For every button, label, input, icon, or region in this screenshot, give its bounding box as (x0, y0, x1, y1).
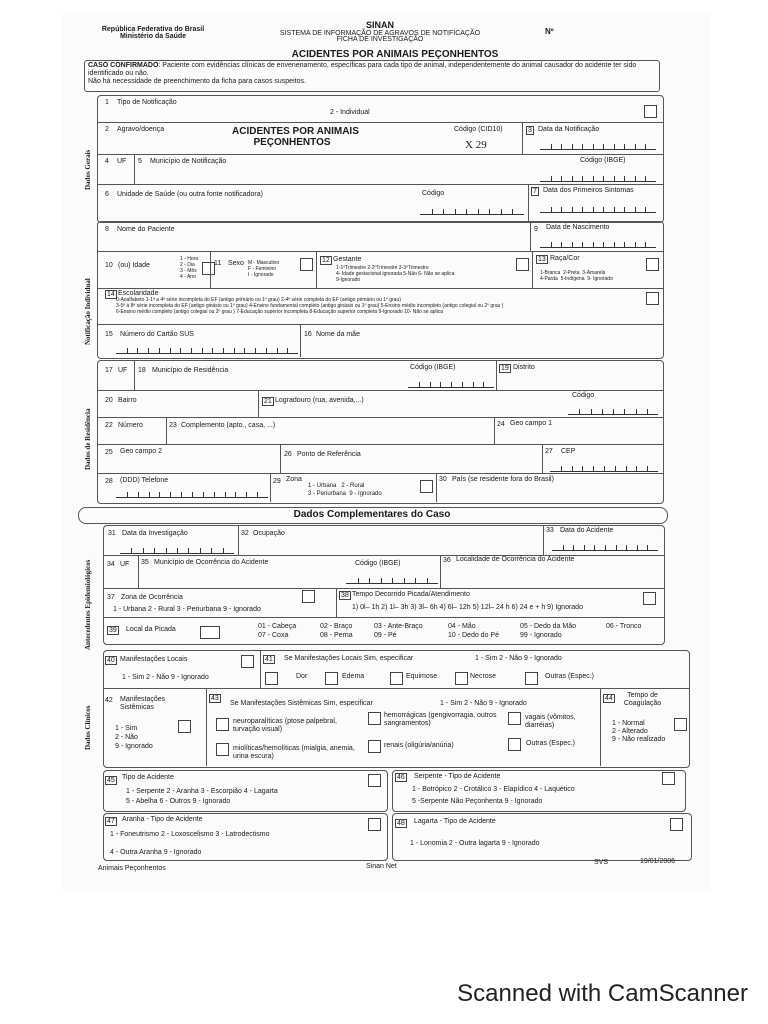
case-note: Não há necessidade de preenchimento da ficha para casos suspeitos. (88, 78, 306, 85)
digit-separator (235, 492, 236, 497)
local-picada-box[interactable] (200, 626, 220, 639)
serpente-box[interactable] (662, 772, 675, 785)
digit-separator (605, 545, 606, 550)
digit-separator (614, 176, 615, 181)
digit-separator (127, 492, 128, 497)
digit-separator (635, 176, 636, 181)
field-local-picada-label: Local da Picada (126, 626, 176, 633)
manif-sistemicas-options: 1 - Sim 2 - Não 9 - Ignorado (115, 725, 153, 750)
cep-input[interactable] (550, 462, 658, 472)
tipo-acidente-options-1: 1 - Serpente 2 - Aranha 3 - Escorpião 4 - Lagarta (126, 788, 278, 795)
system-full-name: SISTEMA DE INFORMAÇÃO DE AGRAVOS DE NOTIFICAÇÃO (279, 30, 481, 37)
lagarta-box[interactable] (670, 818, 683, 831)
manif-locais-box[interactable] (241, 655, 254, 668)
tipo-acidente-box[interactable] (368, 774, 381, 787)
ibge-label-1: Código (IBGE) (580, 157, 626, 164)
digit-separator (582, 176, 583, 181)
digit-separator (170, 348, 171, 353)
digit-separator (188, 548, 189, 553)
field-referencia-label: Ponto de Referência (297, 451, 361, 458)
ibge-label-3: Código (IBGE) (355, 560, 401, 567)
ibge-input-1[interactable] (540, 172, 656, 182)
digit-separator (369, 578, 370, 583)
digit-separator (551, 242, 552, 247)
digit-separator (551, 176, 552, 181)
data-acidente-input[interactable] (552, 541, 658, 551)
agravo-value (232, 126, 359, 148)
field-tempo-coagulacao-label: Tempo de Coagulação (623, 692, 662, 707)
digit-separator (593, 466, 594, 471)
digit-separator (483, 382, 484, 387)
field-manif-sistemicas-label: Manifestações Sistêmicas (120, 696, 166, 711)
local-picada-col4: 04 - Mão 10 - Dedo do Pé (448, 623, 499, 639)
field-unidade-saude-label: Unidade de Saúde (ou outra fonte notificadora) (117, 191, 263, 198)
digit-separator (603, 207, 604, 212)
digit-separator (381, 578, 382, 583)
digit-separator (604, 466, 605, 471)
digit-separator (501, 209, 502, 214)
outras-sistemicas-box[interactable] (508, 738, 521, 751)
field-nome-mae-label: Nome da mãe (316, 331, 360, 338)
digit-separator (614, 144, 615, 149)
digit-separator (148, 348, 149, 353)
digit-separator (593, 144, 594, 149)
local-picada-col2: 02 - Braço 08 - Perna (320, 623, 353, 639)
digit-separator (572, 176, 573, 181)
field-manif-sistemicas-esp-label: Se Manifestações Sistêmicas Sim, especificar (230, 700, 373, 707)
digit-separator (636, 409, 637, 414)
aranha-options-1: 1 - Foneutrismo 2 - Loxoscelismo 3 - Latrodectismo (110, 831, 270, 838)
digit-separator (636, 466, 637, 471)
local-picada-col1: 01 - Cabeça 07 - Coxa (258, 623, 297, 639)
digit-separator (466, 209, 467, 214)
digit-separator (624, 176, 625, 181)
side-label-clinicos: Dados Clínicos (84, 705, 92, 750)
digit-separator (170, 492, 171, 497)
field-cartao-sus-label: Número do Cartão SUS (120, 331, 194, 338)
cid-value: X 29 (465, 139, 487, 151)
footer-system: Sinan Net (366, 863, 397, 870)
digit-separator (624, 207, 625, 212)
mioliticas-box[interactable] (216, 743, 229, 756)
digit-separator (603, 242, 604, 247)
codigo-label-1: Código (422, 190, 445, 197)
digit-separator (572, 207, 573, 212)
digit-separator (180, 348, 181, 353)
escolaridade-box[interactable] (646, 292, 659, 305)
digit-separator (603, 176, 604, 181)
gestante-options: 1-1ºTrimestre 2-2ºTrimestre 3-3ºTrimestre 4- Idade gestacional ignorada 5-Não 6- Não se aplica 9-Ignorado (336, 265, 455, 283)
digit-separator (573, 545, 574, 550)
digit-separator (244, 348, 245, 353)
field-distrito-label: Distrito (513, 364, 535, 371)
mioliticas-label: miolíticas/hemolíticas (mialgia, anemia, urina escura) (233, 745, 355, 760)
sexo-options: M - Masculino F - Feminino I - Ignorado (248, 260, 280, 278)
telefone-input[interactable] (116, 488, 268, 498)
field-lagarta-label: Lagarta - Tipo de Acidente (414, 818, 496, 825)
zona-ocorrencia-box[interactable] (302, 590, 315, 603)
agravo-value-line2: PEÇONHENTOS (253, 137, 331, 148)
ibge-label-2: Código (IBGE) (410, 364, 456, 371)
footer-date: 19/01/2006 (640, 858, 676, 865)
digit-separator (582, 207, 583, 212)
footer-svs: SVS (594, 859, 609, 866)
digit-separator (582, 144, 583, 149)
outras-locais-label: Outras (Espec.) (545, 673, 595, 680)
digit-separator (635, 207, 636, 212)
digit-separator (593, 176, 594, 181)
digit-separator (192, 492, 193, 497)
field-data-nascimento-label: Data de Nascimento (546, 224, 610, 231)
field-geo1-label: Geo campo 1 (510, 420, 553, 427)
field-primeiros-sintomas-label: Data dos Primeiros Sintomas (543, 187, 634, 194)
digit-separator (626, 545, 627, 550)
digit-separator (572, 242, 573, 247)
digit-separator (200, 548, 201, 553)
digit-separator (462, 382, 463, 387)
digit-separator (392, 578, 393, 583)
field-uf-ocorrencia-label: UF (120, 561, 130, 568)
digit-separator (257, 492, 258, 497)
field-gestante-label: Gestante (333, 256, 362, 263)
side-label-residencia: Dados de Residência (84, 408, 92, 470)
field-municipio-ocorrencia-label: Município de Ocorrência do Acidente (154, 559, 269, 566)
footer-form-name: Animais Peçonhentos (98, 865, 166, 872)
digit-separator (582, 466, 583, 471)
data-investigacao-input[interactable] (120, 544, 234, 554)
tipo-acidente-options-2: 5 - Abelha 6 - Outros 9 - Ignorado (126, 798, 231, 805)
digit-separator (579, 409, 580, 414)
equimose-box[interactable] (390, 672, 403, 685)
cid-label: Código (CID10) (454, 126, 503, 133)
field-municipio-residencia-label: Município de Residência (152, 367, 229, 374)
aranha-options-2: 4 - Outra Aranha 9 - Ignorado (110, 849, 202, 856)
codigo-label-2: Código (572, 392, 595, 399)
manif-locais-esp-scale: 1 - Sim 2 - Não 9 - Ignorado (475, 655, 562, 662)
field-ocupacao-label: Ocupação (253, 530, 285, 537)
digit-separator (246, 492, 247, 497)
case-title: CASO CONFIRMADO (88, 62, 159, 69)
digit-separator (203, 492, 204, 497)
digit-separator (223, 348, 224, 353)
digit-separator (584, 545, 585, 550)
digit-separator (455, 209, 456, 214)
digit-separator (582, 242, 583, 247)
edema-label: Edema (342, 673, 365, 680)
data-nascimento-input[interactable] (540, 238, 656, 248)
form-number-label: Nº (545, 27, 554, 36)
field-tipo-acidente-label: Tipo de Acidente (122, 774, 174, 781)
sexo-box[interactable] (300, 258, 313, 271)
camscanner-watermark: Scanned with CamScanner (457, 980, 748, 1007)
digit-separator (624, 242, 625, 247)
digit-separator (645, 176, 646, 181)
neuro-box[interactable] (216, 718, 229, 731)
digit-separator (637, 545, 638, 550)
field-data-notificacao-label: Data da Notificação (538, 126, 600, 133)
digit-separator (404, 578, 405, 583)
digit-separator (572, 466, 573, 471)
field-zona-ocorrencia-label: Zona de Ocorrência (121, 594, 183, 601)
gov-line1: República Federativa do Brasil (101, 26, 205, 33)
field-complemento-label: Complemento (apto., casa, ...) (181, 422, 276, 429)
case-definition (84, 60, 660, 92)
field-localidade-label: Localidade de Ocorrência do Acidente (456, 556, 575, 563)
digit-separator (551, 144, 552, 149)
digit-separator (432, 209, 433, 214)
digit-separator (473, 382, 474, 387)
logradouro-codigo-input[interactable] (568, 405, 658, 415)
digit-separator (234, 348, 235, 353)
field-idade-label: (ou) Idade (118, 262, 150, 269)
digit-separator (287, 348, 288, 353)
system-header (250, 20, 510, 43)
digit-separator (266, 348, 267, 353)
digit-separator (561, 144, 562, 149)
digit-separator (512, 209, 513, 214)
equimose-label: Equimose (406, 673, 438, 680)
zona-ocorrencia-options: 1 - Urbana 2 - Rural 3 - Periurbana 9 - Ignorado (113, 606, 261, 613)
outras-locais-box[interactable] (525, 672, 538, 685)
field-tipo-notificacao-value: 2 - Individual (330, 109, 370, 116)
form-title: ACIDENTES POR ANIMAIS PEÇONHENTOS (291, 49, 499, 60)
digit-separator (225, 492, 226, 497)
field-nome-paciente-label: Nome do Paciente (117, 226, 175, 233)
field-zona-label: Zona (286, 476, 302, 483)
digit-separator (443, 209, 444, 214)
digit-separator (255, 348, 256, 353)
digit-separator (561, 242, 562, 247)
digit-separator (626, 466, 627, 471)
serpente-options-2: 5 -Serpente Não Peçonhenta 9 - Ignorado (412, 798, 543, 805)
digit-separator (440, 382, 441, 387)
tipo-notificacao-box[interactable] (644, 105, 657, 118)
serpente-options-1: 1 - Botrópico 2 - Crotálico 3 - Elapídico 4 - Laquético (412, 786, 575, 793)
cartao-sus-input[interactable] (116, 344, 298, 354)
sheet-type: FICHA DE INVESTIGAÇÃO (336, 36, 424, 43)
digit-separator (647, 466, 648, 471)
digit-separator (430, 382, 431, 387)
hemorragicas-label: hemorrágicas (gengivorragia, outros sangramentos) (384, 712, 497, 727)
field-numero-label: Número (118, 422, 143, 429)
digit-separator (166, 548, 167, 553)
digit-separator (202, 348, 203, 353)
digit-separator (614, 242, 615, 247)
edema-box[interactable] (325, 672, 338, 685)
tempo-decorrido-options: 1) 0l– 1h 2) 1l– 3h 3) 3l– 6h 4) 6l– 12h 5) 12l– 24 h 6) 24 e + h 9) Ignorado (352, 604, 583, 611)
side-label-individual: Notificação Individual (84, 278, 92, 345)
raca-options: 1-Branca 2-Preta 3-Amarela 4-Parda 5-Indígena 9- Ignorado (540, 270, 613, 282)
system-acronym: SINAN (365, 20, 394, 30)
digit-separator (593, 207, 594, 212)
digit-separator (561, 466, 562, 471)
gov-line2: Ministério da Saúde (119, 33, 187, 40)
dor-label: Dor (296, 673, 308, 680)
digit-separator (143, 548, 144, 553)
digit-separator (127, 348, 128, 353)
field-cep-label: CEP (561, 448, 576, 455)
digit-separator (561, 207, 562, 212)
primeiros-sintomas-input[interactable] (540, 203, 656, 213)
digit-separator (277, 348, 278, 353)
digit-separator (591, 409, 592, 414)
zona-options: 1 - Urbana 2 - Rural 3 - Periurbana 9 - Ignorado (308, 483, 382, 497)
digit-separator (602, 409, 603, 414)
field-tempo-decorrido-label: Tempo Decorrido Picada/Atendimento (352, 591, 470, 598)
digit-separator (593, 242, 594, 247)
field-agravo-label: Agravo/doença (117, 126, 165, 133)
vagais-box[interactable] (508, 712, 521, 725)
manif-sistemicas-esp-scale: 1 - Sim 2 - Não 9 - Ignorado (440, 700, 527, 707)
digit-separator (624, 409, 625, 414)
digit-separator (415, 578, 416, 583)
digit-separator (214, 492, 215, 497)
digit-separator (613, 409, 614, 414)
ibge-input-2[interactable] (408, 378, 494, 388)
field-data-acidente-label: Data do Acidente (560, 527, 614, 534)
local-picada-col5: 05 - Dedo da Mão 99 - Ignorado (520, 623, 577, 639)
field-uf-res-label: UF (118, 367, 128, 374)
digit-separator (614, 207, 615, 212)
field-bairro-label: Bairro (118, 397, 137, 404)
digit-separator (594, 545, 595, 550)
digit-separator (635, 242, 636, 247)
manif-locais-options: 1 - Sim 2 - Não 9 - Ignorado (122, 674, 209, 681)
digit-separator (149, 492, 150, 497)
ibge-input-3[interactable] (346, 574, 438, 584)
idade-options: 1 - Hora 2 - Dia 3 - Mês 4 - Ano (180, 256, 199, 280)
zona-box[interactable] (420, 480, 433, 493)
field-data-investigacao-label: Data da Investigação (122, 530, 188, 537)
digit-separator (191, 348, 192, 353)
digit-separator (223, 548, 224, 553)
digit-separator (572, 144, 573, 149)
field-manif-locais-esp-label: Se Manifestações Locais Sim, especificar (284, 655, 414, 662)
field-serpente-label: Serpente - Tipo de Acidente (414, 773, 501, 780)
digit-separator (624, 144, 625, 149)
manif-sistemicas-box[interactable] (178, 720, 191, 733)
case-text: : Paciente com evidências clínicas de envenenamento, específicas para cada tipo de animal, independentemente do animal causador do acidente ter sido identificado ou não. (88, 62, 637, 77)
field-geo2-label: Geo campo 2 (120, 448, 163, 455)
digit-separator (635, 144, 636, 149)
digit-separator (427, 578, 428, 583)
field-pais-label: País (se residente fora do Brasil) (452, 476, 554, 483)
coagulacao-options: 1 - Normal 2 - Alterado 9 - Não realizado (612, 720, 666, 743)
digit-separator (615, 466, 616, 471)
unidade-codigo-input[interactable] (420, 205, 524, 215)
field-municipio-notificacao-label: Município de Notificação (150, 158, 227, 165)
tempo-decorrido-box[interactable] (643, 592, 656, 605)
side-label-epidemio: Antecedentes Epidemiológicos (84, 559, 92, 650)
digit-separator (211, 548, 212, 553)
digit-separator (212, 348, 213, 353)
digit-separator (645, 144, 646, 149)
digit-separator (451, 382, 452, 387)
digit-separator (551, 207, 552, 212)
field-logradouro-label: Logradouro (rua, avenida,...) (275, 397, 364, 404)
outras-sistemicas-label: Outras (Espec.) (526, 740, 576, 747)
renais-label: renais (oligúria/anúria) (384, 742, 454, 749)
digit-separator (489, 209, 490, 214)
necrose-box[interactable] (455, 672, 468, 685)
digit-separator (159, 492, 160, 497)
digit-separator (137, 348, 138, 353)
data-notificacao-input[interactable] (540, 140, 656, 150)
lagarta-options: 1 - Lonomia 2 - Outra lagarta 9 - Ignorado (410, 840, 540, 847)
local-picada-col6: 06 - Tronco (606, 623, 642, 630)
digit-separator (358, 578, 359, 583)
vagais-label: vagais (vômitos, diarréias) (525, 714, 576, 729)
digit-separator (419, 382, 420, 387)
neuro-label: neuroparalíticas (ptose palpebral, turvação visual) (233, 718, 337, 733)
field-sexo-label: Sexo (228, 260, 244, 267)
local-picada-col3: 03 - Ante-Braço 09 - Pé (374, 623, 423, 639)
hemorragicas-box[interactable] (368, 712, 381, 725)
digit-separator (181, 492, 182, 497)
digit-separator (616, 545, 617, 550)
necrose-label: Necrose (470, 673, 497, 680)
agravo-value-line1: ACIDENTES POR ANIMAIS (232, 126, 359, 137)
digit-separator (645, 207, 646, 212)
escolaridade-options: 0-Analfabeto 1-1ª a 4ª série incompleta do EF (antigo primário ou 1º grau) 2-4ª série completa do EF (antigo primário ou 1º grau) 3-5ª à 8ª série incompleta do EF (antigo ginásio ou 1º grau) 4-Ensino fundamental completo (antigo ginásio ou 1º grau) 5-Ensino médio incompleto (antigo colegial ou 2º grau ) 6-Ensino médio completo (antigo colegial ou 2º grau ) 7-Educação superior incompleta 8-Educação superior completa 9-Ignorado 10- Não se aplica (116, 297, 504, 315)
digit-separator (177, 548, 178, 553)
digit-separator (647, 409, 648, 414)
dor-box[interactable] (265, 672, 278, 685)
field-raca-label: Raça/Cor (550, 255, 580, 262)
aranha-box[interactable] (368, 818, 381, 831)
digit-separator (131, 548, 132, 553)
digit-separator (561, 176, 562, 181)
gestante-box[interactable] (516, 258, 529, 271)
field-tipo-notificacao-label: Tipo de Notificação (117, 99, 177, 106)
digit-separator (478, 209, 479, 214)
complementares-title: Dados Complementares do Caso (293, 509, 451, 520)
field-telefone-label: (DDD) Telefone (120, 477, 169, 484)
digit-separator (647, 545, 648, 550)
digit-separator (603, 144, 604, 149)
field-manif-locais-label: Manifestações Locais (120, 656, 188, 663)
side-label-gerais: Dados Gerais (84, 149, 92, 190)
field-uf-label: UF (117, 158, 127, 165)
digit-separator (563, 545, 564, 550)
digit-separator (159, 348, 160, 353)
digit-separator (138, 492, 139, 497)
renais-box[interactable] (368, 740, 381, 753)
digit-separator (645, 242, 646, 247)
gov-name (98, 26, 208, 40)
field-escolaridade-label: Escolaridade (118, 290, 159, 297)
coagulacao-box[interactable] (674, 718, 687, 731)
digit-separator (154, 548, 155, 553)
field-aranha-label: Aranha - Tipo de Acidente (122, 816, 203, 823)
